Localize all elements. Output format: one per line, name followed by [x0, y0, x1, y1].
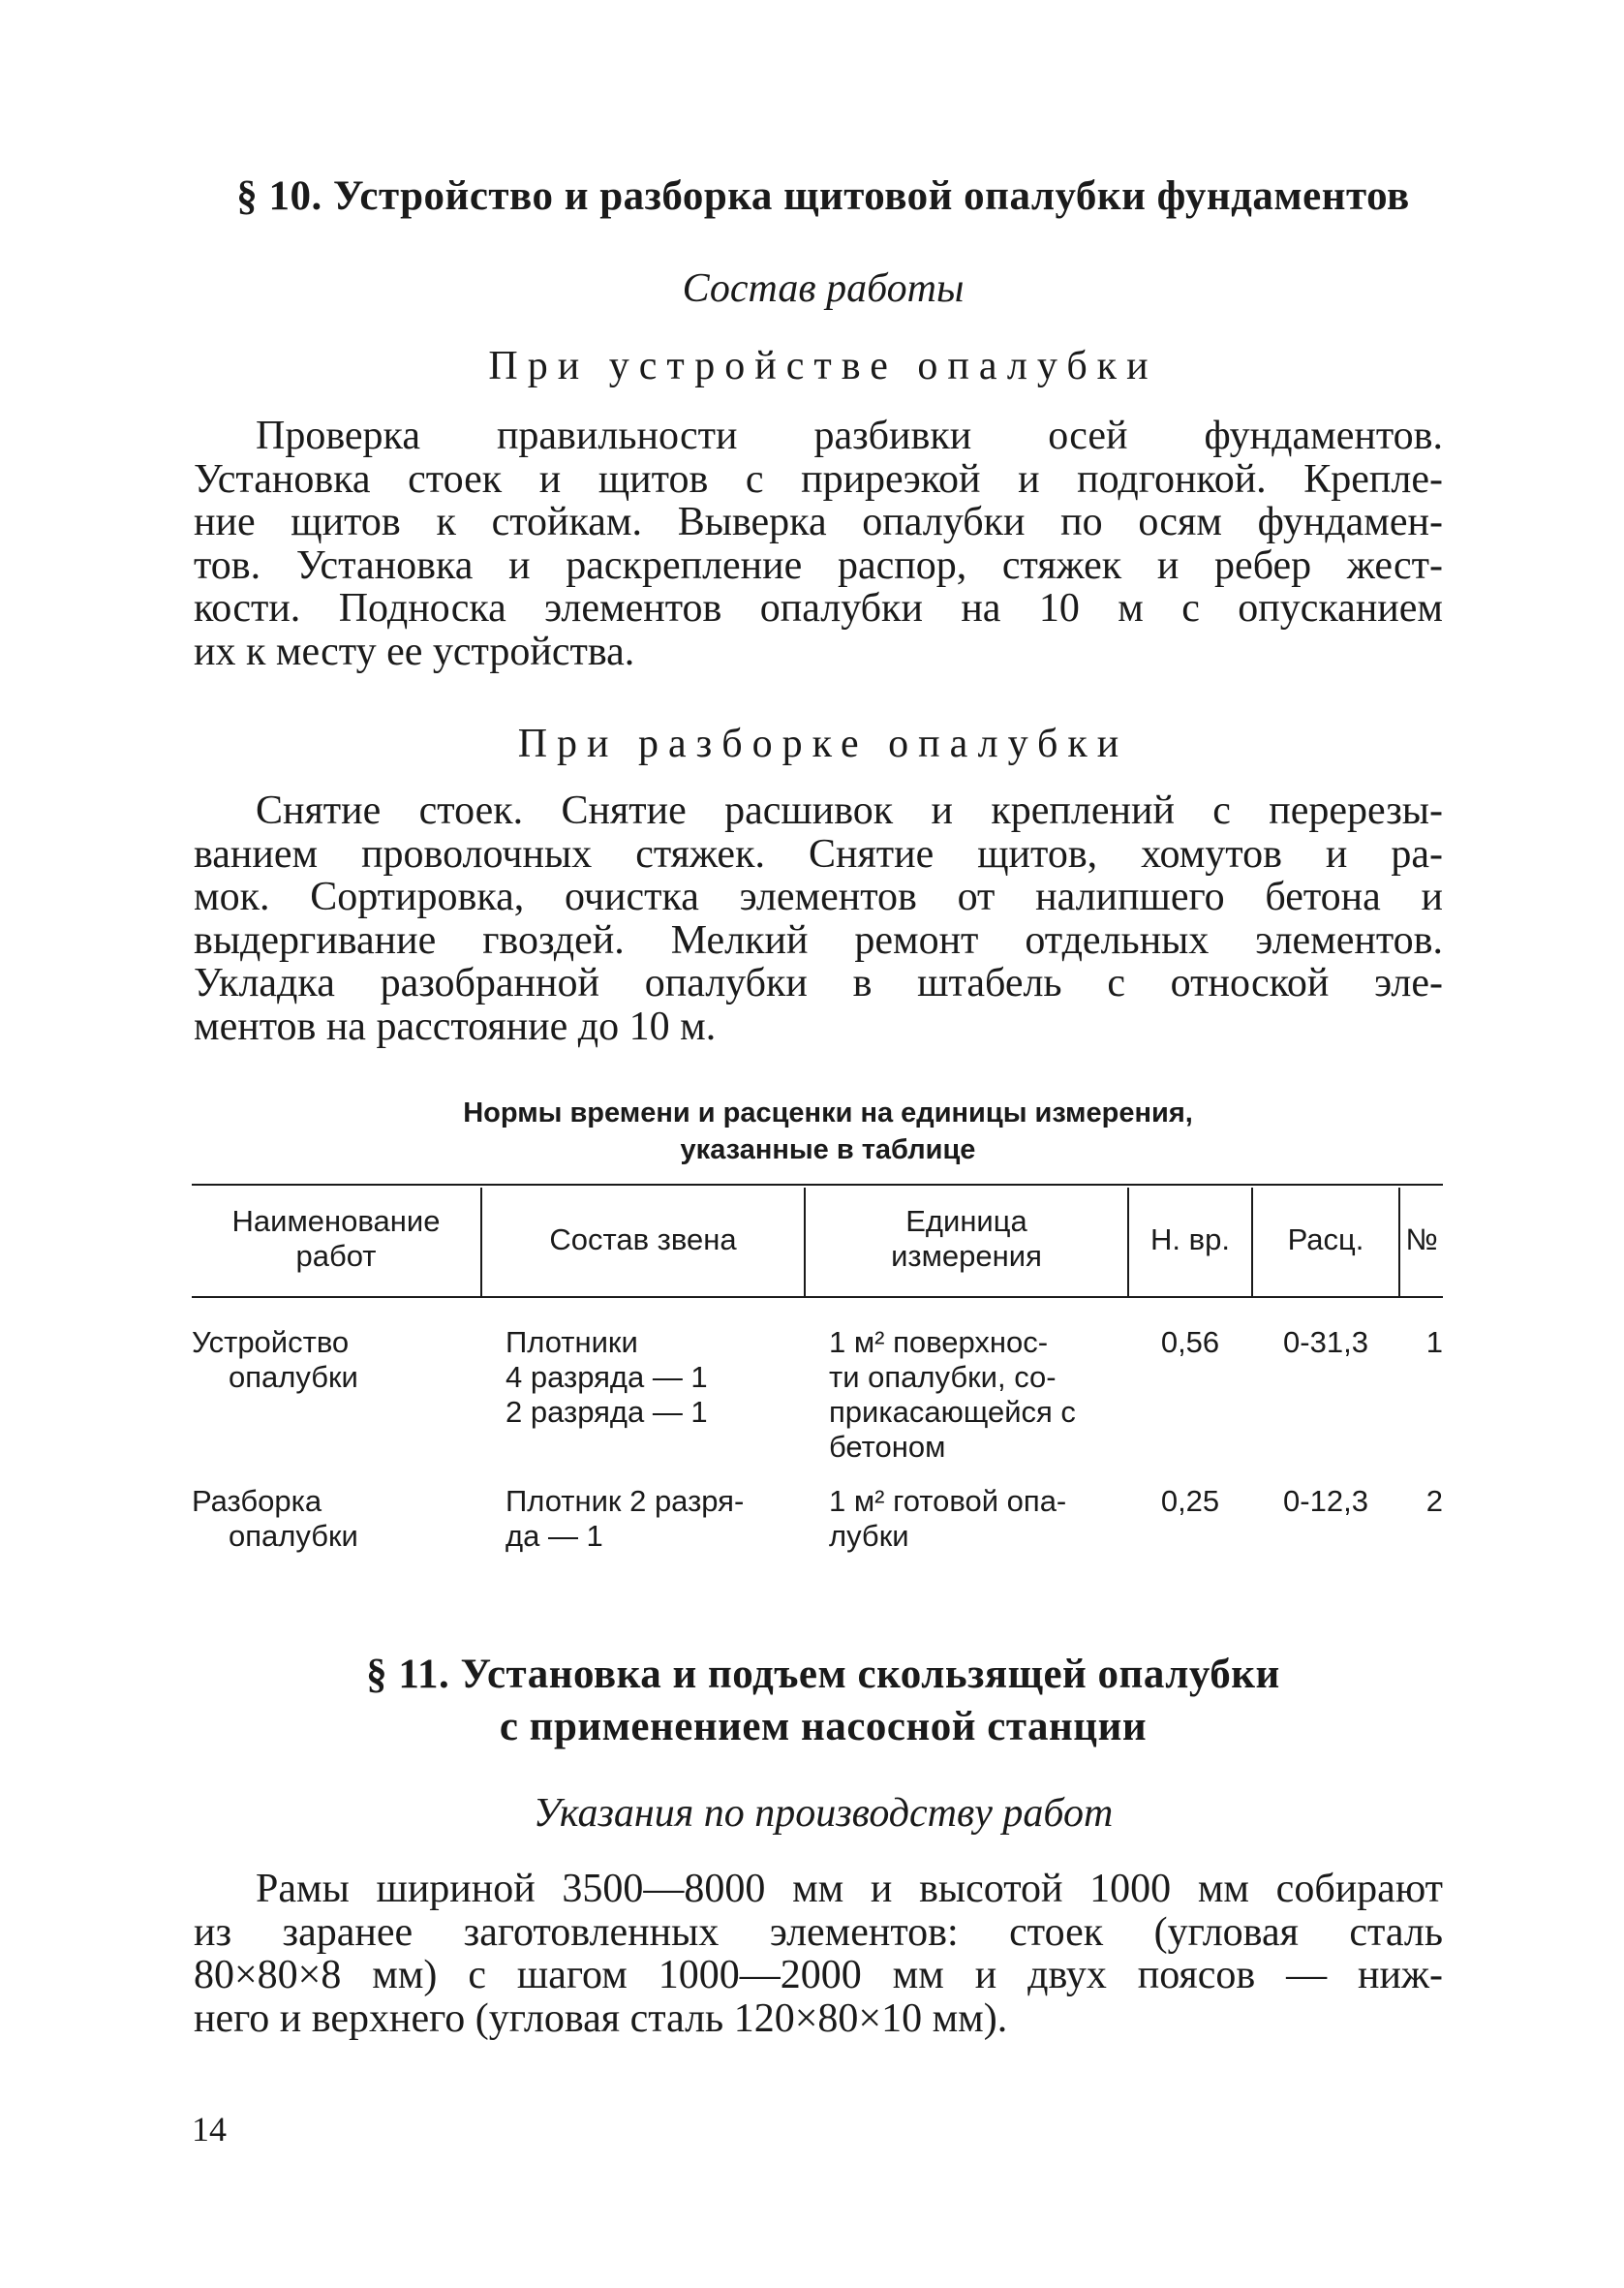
cell-line: лубки: [829, 1519, 909, 1553]
text-line: ментов на расстояние до 10 м.: [194, 1004, 717, 1049]
header-num: №: [1405, 1222, 1438, 1256]
cell-line: Плотники: [506, 1325, 638, 1359]
cell-line: 4 разряда — 1: [506, 1360, 708, 1394]
row-1-name: [192, 1325, 444, 1395]
text-line: Снятие стоек. Снятие расшивок и креплений с перерезы-: [256, 788, 1443, 833]
text-line: ние щитов к стойкам. Выверка опалубки по осям фундамен-: [194, 500, 1443, 544]
row-1-rate: 0-31,3: [1283, 1325, 1368, 1359]
header-norm: Н. вр.: [1150, 1222, 1230, 1256]
cell-line: Устройство: [192, 1325, 350, 1359]
cell-line: 2 разряда — 1: [506, 1395, 708, 1429]
table-caption-line: Нормы времени и расценки на единицы измерения,: [463, 1098, 1193, 1129]
cell-line: бетоном: [829, 1430, 946, 1464]
table-top-rule: [192, 1184, 1443, 1186]
row-1-norm: 0,56: [1160, 1325, 1220, 1359]
cell-line: опалубки: [229, 1360, 358, 1394]
table-caption-line: указанные в таблице: [680, 1134, 976, 1165]
cell-line: прикасающейся с: [829, 1395, 1076, 1429]
row-1-unit: [829, 1325, 1129, 1465]
row-2-name: [192, 1484, 444, 1554]
section-11-title-line: § 11. Установка и подъем скользящей опалубки: [366, 1652, 1280, 1697]
text-line: Проверка правильности разбивки осей фундаментов.: [256, 414, 1443, 458]
cell-line: 1 м² готовой опа-: [829, 1484, 1067, 1518]
text-line: 80×80×8 мм) с шагом 1000—2000 мм и двух поясов — ниж-: [194, 1953, 1443, 1997]
cell-line: ти опалубки, со-: [829, 1360, 1057, 1394]
row-1-crew: [506, 1325, 796, 1430]
install-heading: При устройстве опалубки: [488, 344, 1158, 388]
table-caption: [368, 1095, 1288, 1168]
text-line: тов. Установка и раскрепление распор, стяжек и ребер жест-: [194, 542, 1443, 588]
text-line: из заранее заготовленных элементов: стоек (угловая сталь: [194, 1909, 1443, 1955]
text-line: мок. Сортировка, очистка элементов от налипшего бетона и: [194, 875, 1443, 919]
cell-line: 1 м² поверхнос-: [829, 1325, 1049, 1359]
cell-line: опалубки: [229, 1519, 358, 1553]
text-line: него и верхнего (угловая сталь 120×80×10 мм).: [194, 1995, 1008, 2041]
text-line: кости. Подноска элементов опалубки на 10 м с опусканием: [194, 586, 1443, 631]
section-10-title: § 10. Устройство и разборка щитовой опалубки фундаментов: [236, 173, 1410, 219]
removal-paragraph: [194, 789, 1443, 1048]
row-2-unit: [829, 1484, 1129, 1554]
removal-heading: При разборке опалубки: [517, 722, 1129, 766]
section-11-subtitle: Указания по производству работ: [533, 1791, 1114, 1836]
section-11-title-line: с применением насосной станции: [499, 1704, 1148, 1749]
cell-line: Плотник 2 разря-: [506, 1484, 745, 1518]
text-line: Укладка разобранной опалубки в штабель с отноской эле-: [194, 961, 1443, 1005]
header-rate: Расц.: [1287, 1222, 1364, 1256]
header-name-line: Наименование: [231, 1204, 441, 1238]
header-unit: [806, 1204, 1127, 1274]
header-name-line: работ: [295, 1239, 377, 1273]
row-2-rate: 0-12,3: [1283, 1484, 1368, 1518]
text-line: Установка стоек и щитов с приреэкой и подгонкой. Крепле-: [194, 456, 1443, 502]
cell-line: да — 1: [506, 1519, 603, 1553]
table-header-rule: [192, 1296, 1443, 1298]
header-crew: Состав звена: [549, 1222, 737, 1256]
section-10-subtitle: Состав работы: [682, 266, 965, 311]
text-line: ванием проволочных стяжек. Снятие щитов, хомутов и ра-: [194, 831, 1443, 877]
section-11-paragraph: [194, 1868, 1443, 2040]
section-11-title: [194, 1649, 1453, 1753]
row-2-crew: [506, 1484, 806, 1554]
text-line: Рамы шириной 3500—8000 мм и высотой 1000 мм собирают: [256, 1867, 1443, 1911]
row-1-num: 1: [1425, 1325, 1443, 1359]
text-line: выдергивание гвоздей. Мелкий ремонт отдельных элементов.: [194, 917, 1443, 963]
row-2-norm: 0,25: [1160, 1484, 1220, 1518]
cell-line: Разборка: [192, 1484, 322, 1518]
page-number: 14: [192, 2110, 227, 2149]
row-2-num: 2: [1425, 1484, 1443, 1518]
header-name: [192, 1204, 480, 1274]
text-line: их к месту ее устройства.: [194, 629, 635, 674]
header-unit-line: измерения: [891, 1239, 1042, 1273]
install-paragraph: [194, 415, 1443, 673]
header-unit-line: Единица: [905, 1204, 1027, 1238]
